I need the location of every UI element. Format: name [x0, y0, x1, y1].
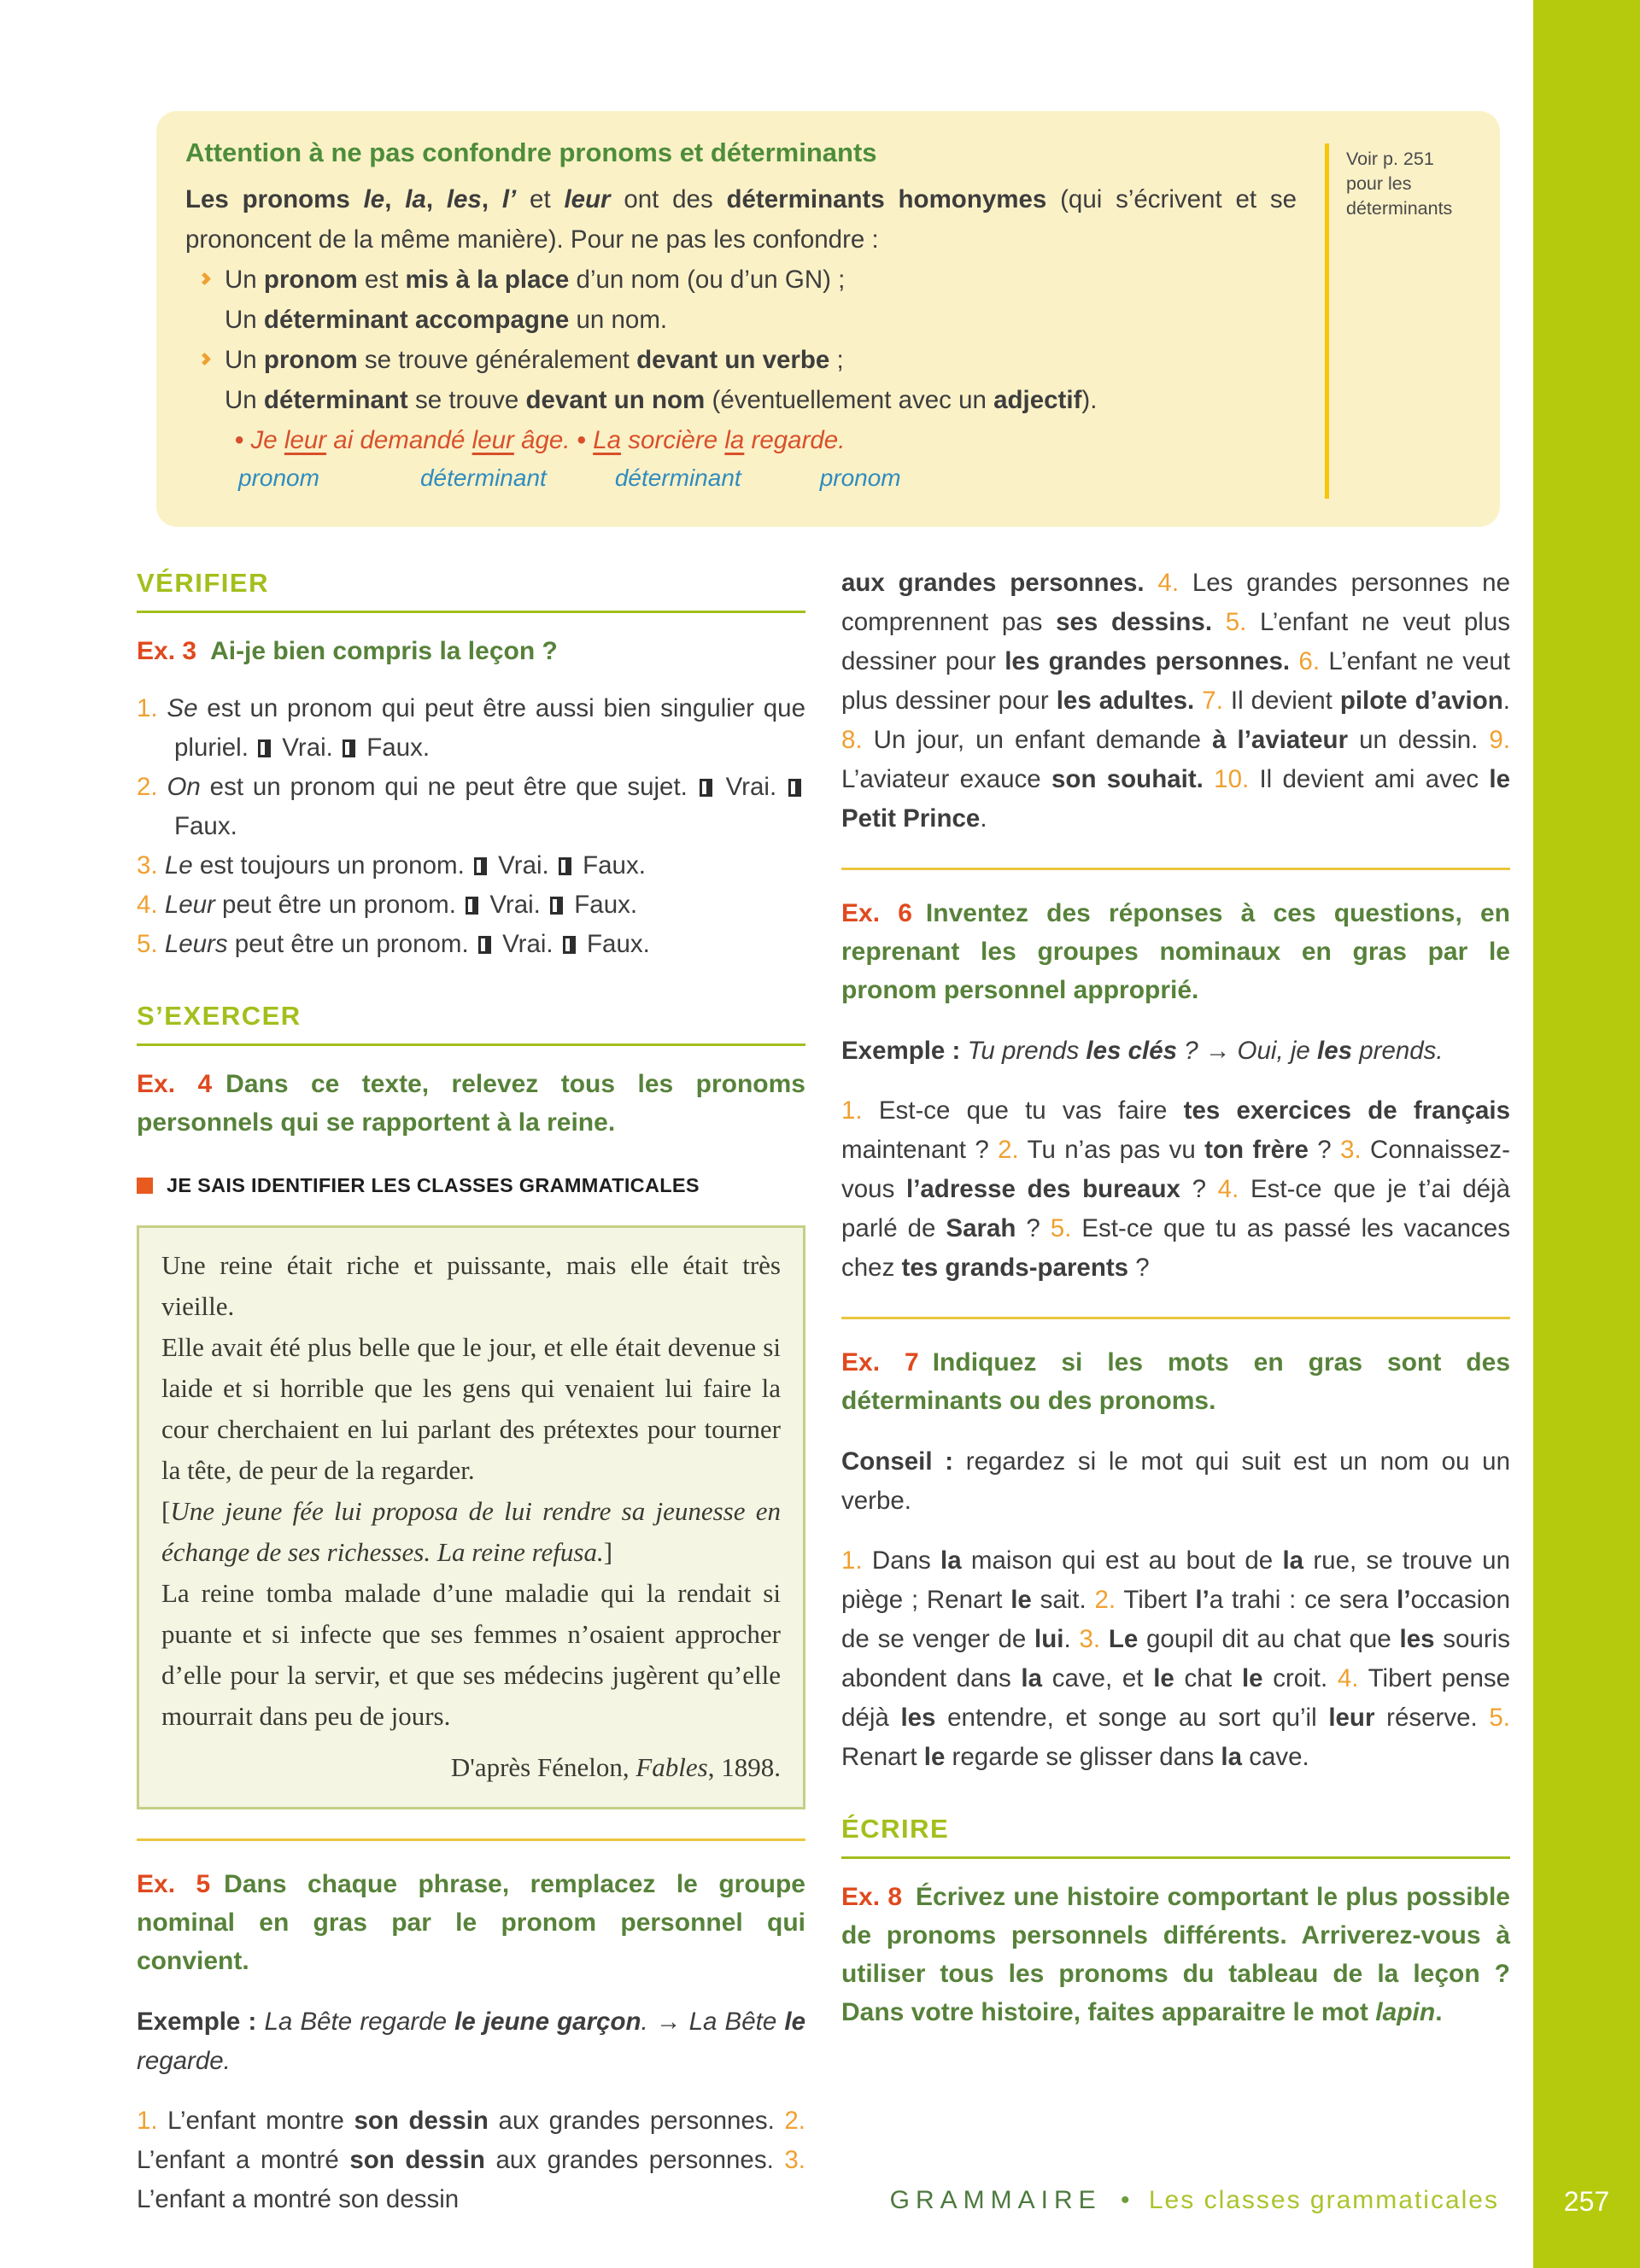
attention-analysis-labels	[185, 460, 1297, 496]
footer-bullet-icon: •	[1121, 2186, 1130, 2214]
analysis-label: pronom	[819, 465, 901, 491]
exercise-6-title: Inventez des réponses à ces questions, en reprenant les groupes nominaux en gras par le pronom personnel approprié.	[841, 899, 1510, 1004]
exercise-3-item-1: 1. Se est un pronom qui peut être aussi bien singulier que pluriel. Vrai. Faux.	[137, 694, 805, 762]
exercise-8-label: Ex. 8	[841, 1883, 903, 1911]
checkbox[interactable]	[563, 936, 576, 954]
attention-bullet-2-line-2: Un déterminant se trouve devant un nom (éventuellement avec un adjectif).	[225, 386, 1098, 414]
checkbox[interactable]	[258, 739, 271, 757]
exercise-6-heading	[841, 894, 1510, 1009]
checkbox[interactable]	[550, 897, 563, 915]
section-verifier: VÉRIFIER	[137, 564, 805, 613]
section-sexercer: S’EXERCER	[137, 997, 805, 1046]
exercise-4-title: Dans ce texte, relevez tous les pronoms personnels qui se rapportent à la reine.	[137, 1070, 805, 1137]
analysis-label: déterminant	[614, 465, 741, 491]
attention-title: Attention à ne pas confondre pronoms et déterminants	[185, 137, 877, 167]
exercise-7-advice: Conseil : regardez si le mot qui suit est un nom ou un verbe.	[841, 1447, 1510, 1515]
exercise-4-label: Ex. 4	[137, 1070, 213, 1098]
checkbox[interactable]	[700, 779, 712, 797]
checkbox[interactable]	[466, 897, 478, 915]
attention-box-content	[185, 133, 1297, 496]
exercise-5-title: Dans chaque phrase, remplacez le groupe nominal en gras par le pronom personnel qui convient.	[137, 1870, 805, 1975]
exercise-7-items: 1. Dans la maison qui est au bout de la rue, se trouve un piège ; Renart le sait. 2. Tibert l’a trahi : ce sera l’occasion de se venger de lui. 3. Le goupil dit au chat que les souris abondent dans la cave, et le chat le croit. 4. Tibert pense déjà les entendre, et songe au sort qu’il leur réserve. 5. Renart le regarde se glisser dans la cave.	[841, 1546, 1511, 1771]
exercise-divider	[841, 868, 1510, 870]
attention-bullet-1-line-2: Un déterminant accompagne un nom.	[225, 306, 668, 334]
exercise-7-title: Indiquez si les mots en gras sont des déterminants ou des pronoms.	[841, 1348, 1510, 1415]
exercise-3-item-2: 2. On est un pronom qui ne peut être que sujet. Vrai. Faux.	[137, 768, 805, 846]
exercise-3-item-4: 4. Leur peut être un pronom. Vrai. Faux.	[137, 891, 638, 919]
reading-passage	[137, 1225, 805, 1809]
chevron-right-icon	[198, 353, 212, 366]
exercise-3-title: Ai-je bien compris la leçon ?	[210, 637, 558, 665]
attention-bullet-2-line-1: Un pronom se trouve généralement devant un verbe ;	[225, 346, 844, 374]
attention-bullet-2	[197, 340, 1297, 420]
exercise-7-heading	[841, 1343, 1510, 1420]
attention-box	[156, 111, 1500, 527]
exercise-3-heading	[137, 632, 805, 670]
exercise-3-label: Ex. 3	[137, 637, 197, 665]
checkbox[interactable]	[343, 739, 355, 757]
checkbox[interactable]	[559, 857, 571, 875]
passage-paragraph: Une reine était riche et puissante, mais elle était très vieille.	[161, 1250, 781, 1321]
page-number: 257	[1563, 2186, 1610, 2217]
exercise-7-label: Ex. 7	[841, 1348, 919, 1377]
skill-objective-label: JE SAIS IDENTIFIER LES CLASSES GRAMMATICALES	[167, 1174, 700, 1196]
exercise-5-label: Ex. 5	[137, 1870, 211, 1898]
exercise-4-heading	[137, 1065, 805, 1142]
checkbox[interactable]	[474, 857, 487, 875]
exercise-divider	[841, 1317, 1510, 1319]
left-column	[137, 564, 805, 2219]
exercise-5-example: Exemple : La Bête regarde le jeune garçon. → La Bête le regarde.	[137, 2008, 805, 2075]
sidenote-divider	[1325, 143, 1329, 499]
exercise-5-heading	[137, 1865, 805, 1980]
passage-paragraph: La reine tomba malade d’une maladie qui la rendait si puante et si infecte que ses femmes n’osaient approcher d’elle pour la servir, et que ses médecins jugèrent qu’elle mourrait dans peu de jours.	[161, 1578, 781, 1731]
analysis-label: pronom	[238, 465, 319, 491]
footer	[890, 2186, 1499, 2215]
exercise-3-item-5: 5. Leurs peut être un pronom. Vrai. Faux.	[137, 930, 650, 958]
skill-objective	[137, 1166, 805, 1205]
orange-square-icon	[137, 1178, 153, 1194]
footer-chapter-name: Les classes grammaticales	[1148, 2186, 1499, 2214]
chevron-right-icon	[198, 272, 212, 286]
exercise-divider	[137, 1838, 805, 1841]
exercise-8-title: Écrivez une histoire comportant le plus possible de pronoms personnels différents. Arriverez-vous à utiliser tous les pronoms du tableau de la leçon ? Dans votre histoire, faites apparaitre le mot lapin.	[841, 1883, 1510, 2026]
exercise-5-items: 1. L’enfant montre son dessin aux grandes personnes. 2. L’enfant a montré son dessin aux grandes personnes. 3. L’enfant a montré son dessin	[137, 2107, 805, 2213]
exercise-8-heading	[841, 1878, 1510, 2031]
attention-bullet-1-line-1: Un pronom est mis à la place d’un nom (ou d’un GN) ;	[225, 266, 846, 294]
footer-section-name: GRAMMAIRE	[889, 2186, 1102, 2214]
checkbox[interactable]	[478, 936, 491, 954]
passage-paragraph: [Une jeune fée lui proposa de lui rendre sa jeunesse en échange de ses richesses. La reine refusa.]	[161, 1496, 781, 1567]
passage-paragraph: Elle avait été plus belle que le jour, et elle était devenue si laide et si horrible que les gens qui venaient lui faire la cour cherchaient en lui parlant des prétextes pour tourner la tête, de peur de la regarder.	[161, 1332, 781, 1485]
checkbox[interactable]	[788, 779, 801, 797]
section-ecrire: ÉCRIRE	[841, 1809, 1510, 1859]
attention-example-sentence: • Je leur ai demandé leur âge. • La sorcière la regarde.	[235, 426, 846, 454]
sidenote-reference: Voir p. 251 pour les déterminants	[1346, 149, 1453, 219]
passage-attribution: D'après Fénelon, Fables, 1898.	[450, 1752, 781, 1782]
attention-bullet-1	[197, 260, 1297, 340]
analysis-label: déterminant	[419, 465, 547, 491]
right-column	[841, 564, 1510, 2050]
attention-intro: Les pronoms le, la, les, l’ et leur ont des déterminants homonymes (qui s’écrivent et se prononcent de la même manière). Pour ne pas les confondre :	[185, 185, 1297, 254]
page-edge-bar	[1533, 0, 1640, 2268]
exercise-5-items-continued: aux grandes personnes. 4. Les grandes personnes ne comprennent pas ses dessins. 5. L’enfant ne veut plus dessiner pour les grandes personnes. 6. L’enfant ne veut plus dessiner pour les adultes. 7. Il devient pilote d’avion. 8. Un jour, un enfant demande à l’aviateur un dessin. 9. L’aviateur exauce son souhait. 10. Il devient ami avec le Petit Prince.	[841, 569, 1511, 833]
exercise-6-items: 1. Est-ce que tu vas faire tes exercices de français maintenant ? 2. Tu n’as pas vu ton frère ? 3. Connaissez-vous l’adresse des bureaux ? 4. Est-ce que je t’ai déjà parlé de Sarah ? 5. Est-ce que tu as passé les vacances chez tes grands-parents ?	[841, 1096, 1510, 1282]
exercise-3-item-3: 3. Le est toujours un pronom. Vrai. Faux.	[137, 851, 646, 880]
exercise-6-label: Ex. 6	[841, 899, 912, 927]
exercise-6-example: Exemple : Tu prends les clés ? → Oui, je les prends.	[841, 1037, 1444, 1065]
